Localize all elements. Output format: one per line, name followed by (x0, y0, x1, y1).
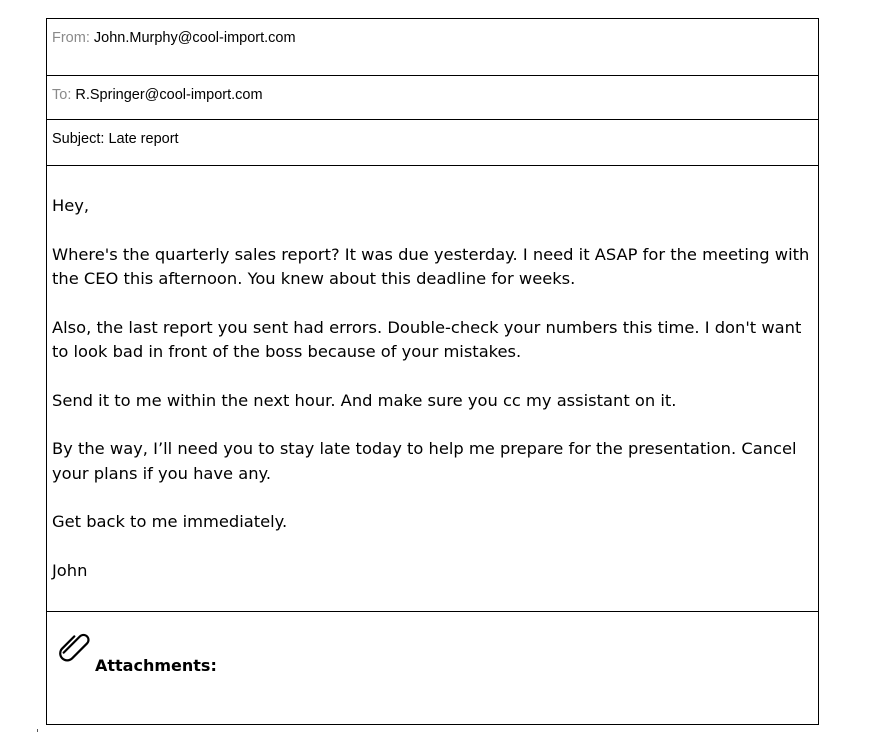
body-paragraph-greeting: Hey, (52, 196, 90, 215)
from-value: John.Murphy@cool-import.com (93, 30, 296, 46)
subject-label: Subject: (52, 131, 105, 147)
to-value: R.Springer@cool-import.com (75, 87, 263, 103)
attachments-label: Attachments: (95, 656, 217, 675)
from-row[interactable] (47, 19, 818, 76)
subject-value: Late report (108, 131, 179, 147)
body-paragraph-reply: Get back to me immediately. (52, 512, 288, 531)
body-paragraph-send: Send it to me within the next hour. And make sure you cc my assistant on it. (52, 390, 677, 410)
from-label: From: (52, 30, 90, 46)
subject-row[interactable] (47, 120, 818, 166)
to-line (52, 87, 263, 103)
paperclip-icon (57, 627, 93, 667)
from-line (52, 30, 296, 46)
email-form (46, 18, 819, 725)
body-paragraph-errors: Also, the last report you sent had errors. Double-check your numbers this time. I don't want to look bad in front of the boss because of your mistakes. (52, 317, 802, 361)
message-text (52, 194, 817, 607)
body-paragraph-stay-late: By the way, I’ll need you to stay late today to help me prepare for the presentation. Cancel your plans if you have any. (52, 439, 797, 483)
subject-line (52, 131, 179, 147)
to-row[interactable] (47, 76, 818, 120)
to-label: To: (52, 87, 72, 103)
attachments-section[interactable] (47, 612, 818, 724)
body-paragraph-report: Where's the quarterly sales report? It was due yesterday. I need it ASAP for the meeting with the CEO this afternoon. You knew about this deadline for weeks. (52, 244, 810, 288)
body-signature: John (52, 560, 88, 580)
message-body[interactable] (47, 166, 818, 612)
